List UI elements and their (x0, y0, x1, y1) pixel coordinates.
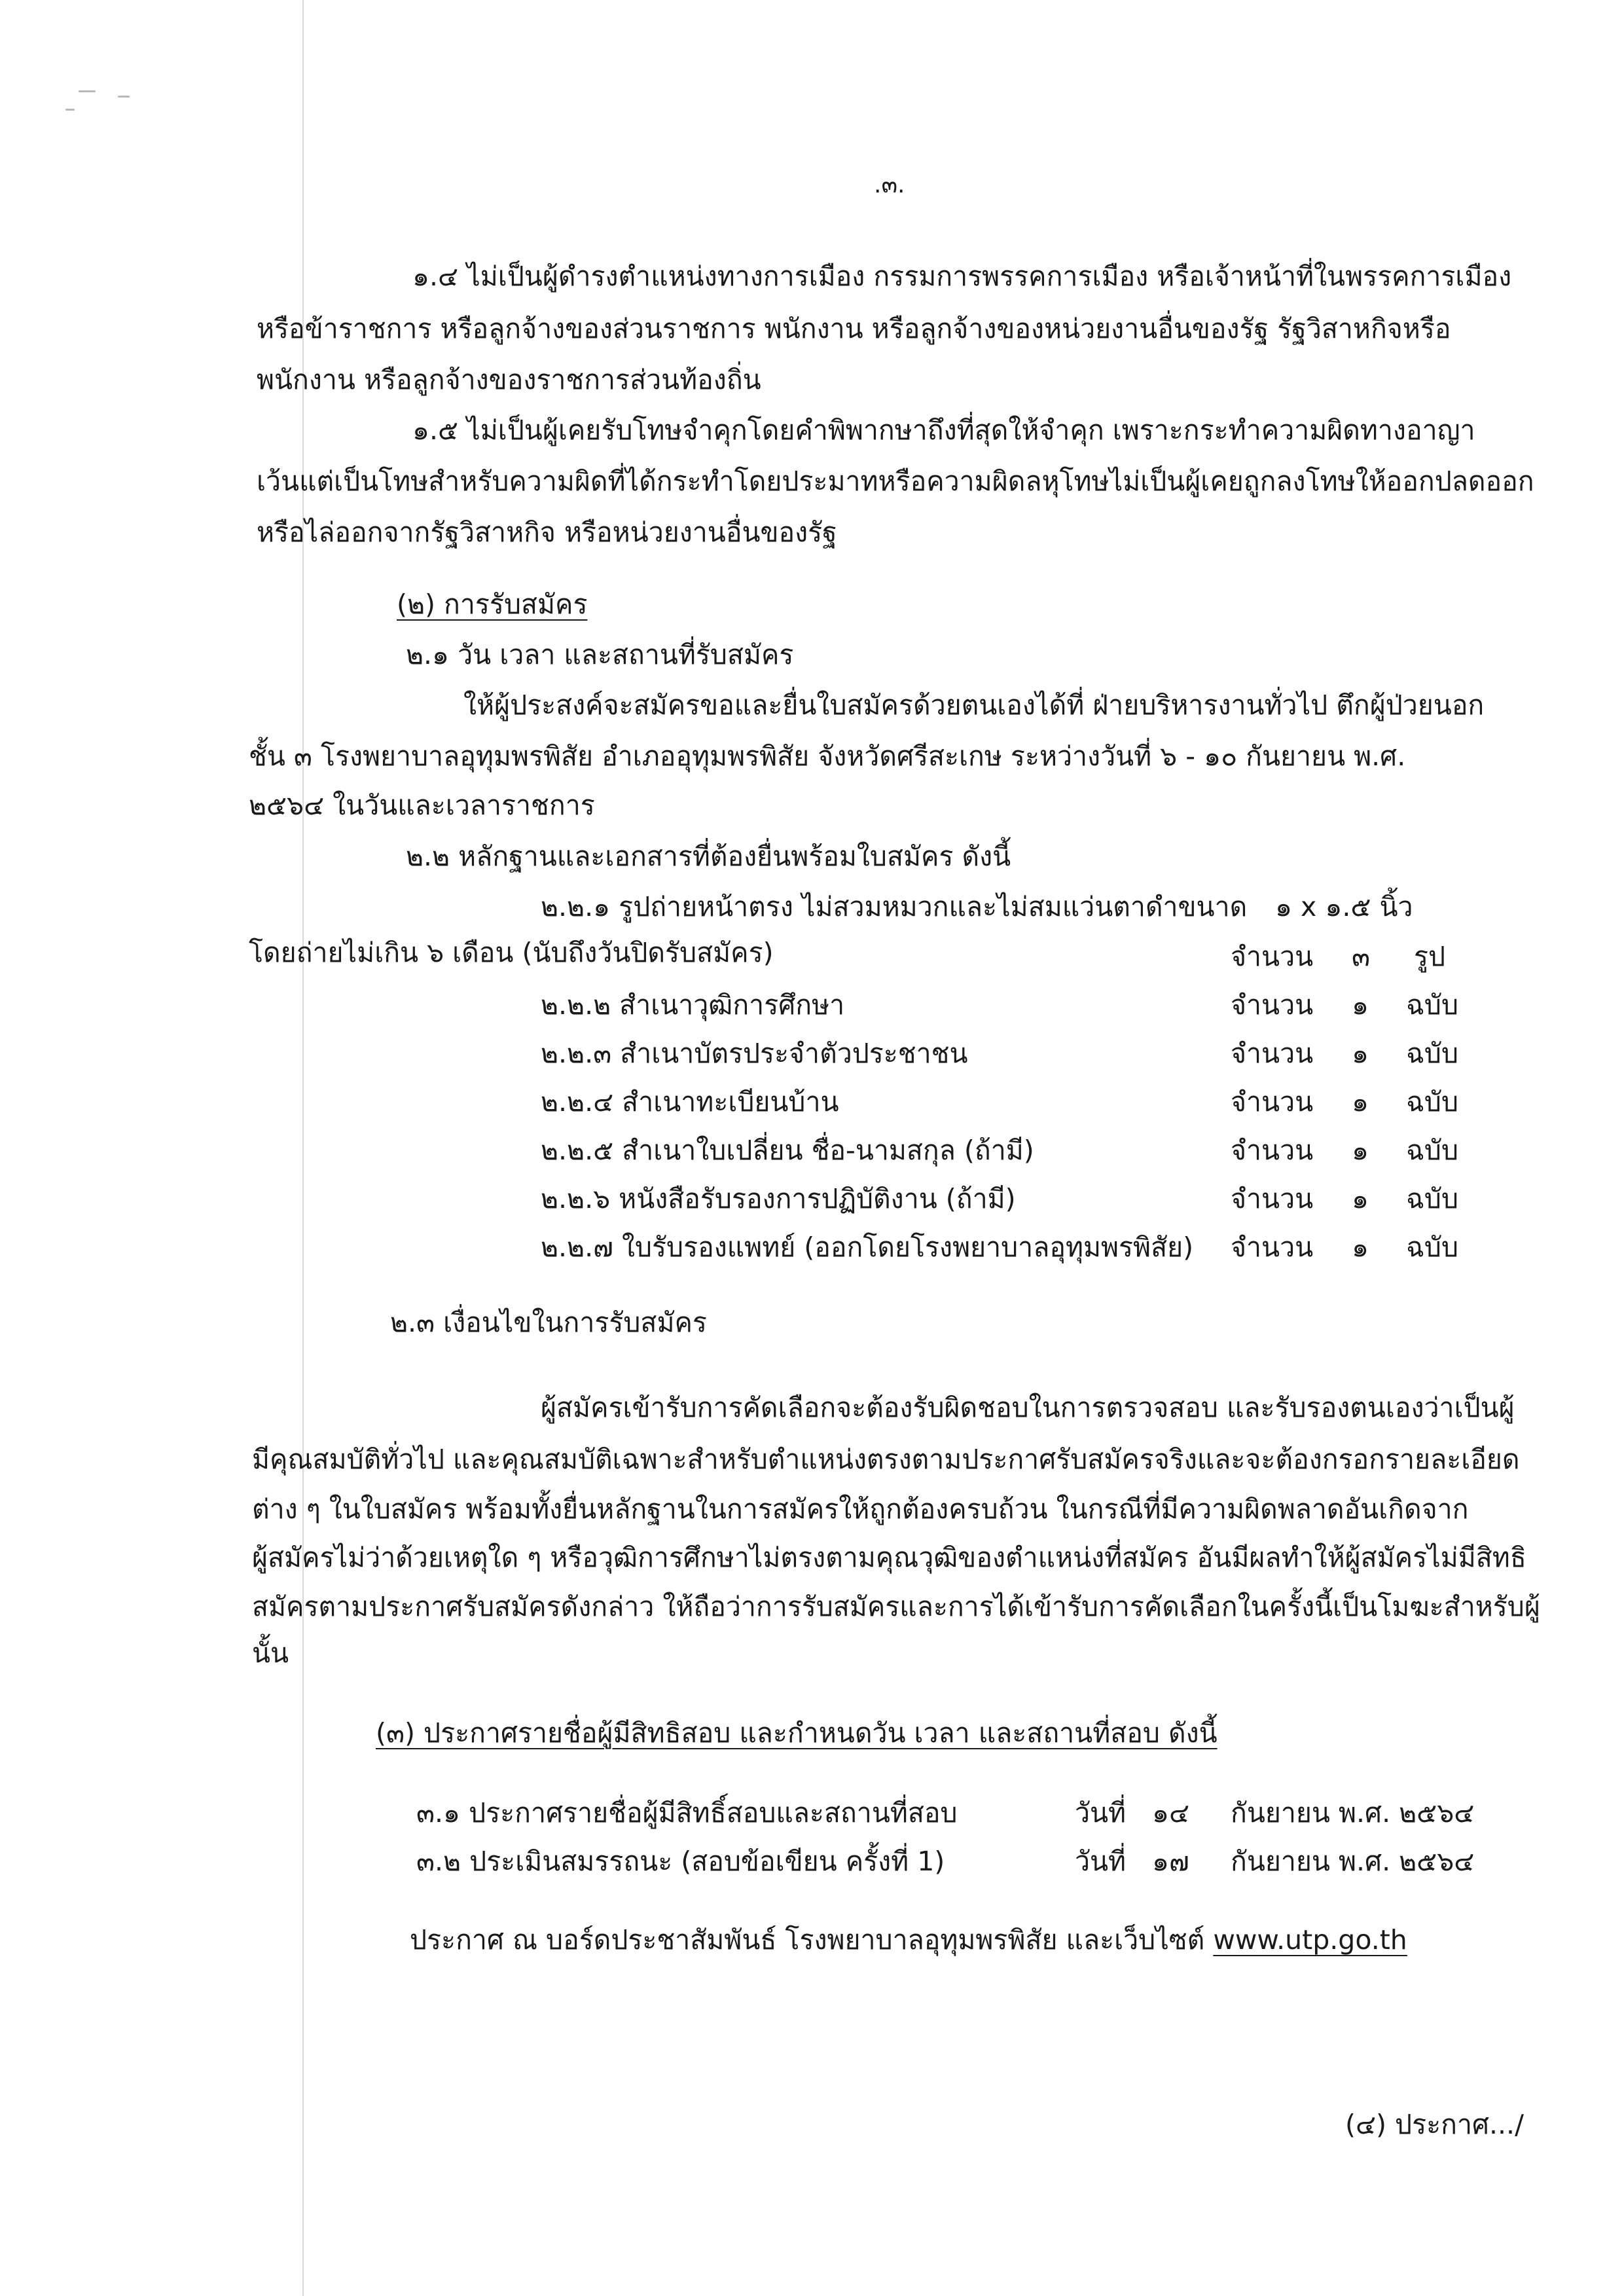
sub-2-1-heading: ๒.๑ วัน เวลา และสถานที่รับสมัคร (406, 639, 794, 670)
item-2-2-5-qty-count: ๑ (1352, 1135, 1369, 1166)
item-2-2-1-line-2: โดยถ่ายไม่เกิน ๖ เดือน (นับถึงวันปิดรับสมัคร) (249, 937, 774, 968)
item-2-2-5-qty-unit: ฉบับ (1406, 1135, 1458, 1166)
para-1-4-line-2: หรือข้าราชการ หรือลูกจ้างของส่วนราชการ พนักงาน หรือลูกจ้างของหน่วยงานอื่นของรัฐ รัฐวิสาหกิจหรือ (257, 313, 1451, 344)
sub-2-3-line-6: นั้น (252, 1637, 289, 1669)
para-1-5-line-2: เว้นแต่เป็นโทษสำหรับความผิดที่ได้กระทำโดยประมาทหรือความผิดลหุโทษไม่เป็นผู้เคยถูกลงโทษให้ออกปลดออก (257, 465, 1534, 497)
sub-2-3-line-4: ผู้สมัครไม่ว่าด้วยเหตุใด ๆ หรือวุฒิการศึกษาไม่ตรงตามคุณวุฒิของตำแหน่งที่สมัคร อันมีผลทำให้ผู้สมัครไม่มีสิทธิ (252, 1542, 1526, 1573)
item-2-2-6: ๒.๒.๖ หนังสือรับรองการปฏิบัติงาน (ถ้ามี) (541, 1183, 1016, 1214)
announce-label: ประกาศ ณ บอร์ดประชาสัมพันธ์ โรงพยาบาลอุทุมพรพิสัย และเว็บไซต์ (410, 1924, 1205, 1956)
row-3-2-text: ๓.๒ ประเมินสมรรถนะ (สอบข้อเขียน ครั้งที่ 1) (416, 1846, 945, 1877)
section-3-heading: (๓) ประกาศรายชื่อผู้มีสิทธิสอบ และกำหนดวัน เวลา และสถานที่สอบ ดังนี้ (376, 1717, 1218, 1749)
row-3-1-month-year: กันยายน พ.ศ. ๒๕๖๔ (1231, 1797, 1475, 1829)
item-2-2-1-line-1: ๒.๒.๑ รูปถ่ายหน้าตรง ไม่สวมหมวกและไม่สมแว่นตาดำขนาด (541, 891, 1248, 922)
item-2-2-7: ๒.๒.๗ ใบรับรองแพทย์ (ออกโดยโรงพยาบาลอุทุมพรพิสัย) (541, 1231, 1194, 1263)
item-2-2-2-qty-count: ๑ (1352, 989, 1369, 1021)
item-2-2-3: ๒.๒.๓ สำเนาบัตรประจำตัวประชาชน (541, 1038, 968, 1069)
item-2-2-1-qty-unit: รูป (1414, 941, 1446, 972)
item-2-2-1-qty-label: จำนวน (1231, 941, 1314, 972)
item-2-2-4-qty-unit: ฉบับ (1406, 1086, 1458, 1118)
para-1-5-line-3: หรือไล่ออกจากรัฐวิสาหกิจ หรือหน่วยงานอื่นของรัฐ (257, 517, 837, 548)
item-2-2-2-qty-label: จำนวน (1231, 989, 1314, 1021)
sub-2-2-heading: ๒.๒ หลักฐานและเอกสารที่ต้องยื่นพร้อมใบสมัคร ดังนี้ (406, 841, 1011, 872)
sub-2-1-line-2: ชั้น ๓ โรงพยาบาลอุทุมพรพิสัย อำเภออุทุมพรพิสัย จังหวัดศรีสะเกษ ระหว่างวันที่ ๖ - ๑๐ กันยายน พ.ศ. (249, 740, 1406, 772)
item-2-2-1-qty-count: ๓ (1352, 941, 1371, 972)
item-2-2-7-qty-count: ๑ (1352, 1231, 1369, 1263)
item-2-2-5: ๒.๒.๕ สำเนาใบเปลี่ยน ชื่อ-นามสกุล (ถ้ามี) (541, 1135, 1034, 1166)
page-number: .๓. (874, 172, 905, 198)
item-2-2-6-qty-count: ๑ (1352, 1183, 1369, 1214)
item-2-2-2: ๒.๒.๒ สำเนาวุฒิการศึกษา (541, 989, 845, 1021)
sub-2-3-line-3: ต่าง ๆ ในใบสมัคร พร้อมทั้งยื่นหลักฐานในการสมัครให้ถูกต้องครบถ้วน ในกรณีที่มีความผิดพลาดอันเกิดจาก (252, 1493, 1469, 1525)
sub-2-1-line-3: ๒๕๖๔ ในวันและเวลาราชการ (249, 790, 595, 821)
sub-2-1-line-1: ให้ผู้ประสงค์จะสมัครขอและยื่นใบสมัครด้วยตนเองได้ที่ ฝ่ายบริหารงานทั่วไป ตึกผู้ป่วยนอก (463, 689, 1485, 721)
scan-speck (79, 90, 96, 92)
sub-2-3-line-2: มีคุณสมบัติทั่วไป และคุณสมบัติเฉพาะสำหรับตำแหน่งตรงตามประกาศรับสมัครจริงและจะต้องกรอกรายละเอียด (252, 1444, 1520, 1475)
para-1-4-line-1: ๑.๔ ไม่เป็นผู้ดำรงตำแหน่งทางการเมือง กรรมการพรรคการเมือง หรือเจ้าหน้าที่ในพรรคการเมือง (412, 261, 1512, 292)
item-2-2-7-qty-label: จำนวน (1231, 1231, 1314, 1263)
item-2-2-4: ๒.๒.๔ สำเนาทะเบียนบ้าน (541, 1086, 839, 1118)
para-1-4-line-3: พนักงาน หรือลูกจ้างของราชการส่วนท้องถิ่น (257, 364, 761, 395)
sub-2-3-line-5: สมัครตามประกาศรับสมัครดังกล่าว ให้ถือว่าการรับสมัครและการได้เข้ารับการคัดเลือกในครั้งนี้เป็นโมฆะสำหรับผู้ (252, 1591, 1540, 1622)
item-2-2-4-qty-count: ๑ (1352, 1086, 1369, 1118)
row-3-2-month-year: กันยายน พ.ศ. ๒๕๖๔ (1231, 1846, 1475, 1877)
scan-speck (118, 96, 130, 98)
announce-text (410, 1923, 1407, 1956)
item-2-2-3-qty-count: ๑ (1352, 1038, 1369, 1069)
item-2-2-4-qty-label: จำนวน (1231, 1086, 1314, 1118)
row-3-1-text: ๓.๑ ประกาศรายชื่อผู้มีสิทธิ์สอบและสถานที่สอบ (416, 1797, 958, 1829)
sub-2-3-line-1: ผู้สมัครเข้ารับการคัดเลือกจะต้องรับผิดชอบในการตรวจสอบ และรับรองตนเองว่าเป็นผู้ (541, 1392, 1515, 1423)
item-2-2-6-qty-label: จำนวน (1231, 1183, 1314, 1214)
item-2-2-3-qty-label: จำนวน (1231, 1038, 1314, 1069)
item-2-2-7-qty-unit: ฉบับ (1406, 1231, 1458, 1263)
section-2-heading: (๒) การรับสมัคร (397, 589, 588, 620)
row-3-1-day-label: วันที่ (1075, 1797, 1127, 1829)
item-2-2-1-size: ๑ x ๑.๕ นิ้ว (1275, 891, 1413, 922)
row-3-1-day: ๑๔ (1152, 1797, 1190, 1829)
item-2-2-6-qty-unit: ฉบับ (1406, 1183, 1458, 1214)
item-2-2-3-qty-unit: ฉบับ (1406, 1038, 1458, 1069)
sub-2-3-heading: ๒.๓ เงื่อนไขในการรับสมัคร (390, 1307, 707, 1338)
website-link[interactable]: www.utp.go.th (1213, 1924, 1407, 1956)
footer-continuation: (๔) ประกาศ.../ (1345, 2109, 1524, 2140)
para-1-5-line-1: ๑.๕ ไม่เป็นผู้เคยรับโทษจำคุกโดยคำพิพากษาถึงที่สุดให้จำคุก เพราะกระทำความผิดทางอาญา (412, 414, 1475, 446)
row-3-2-day: ๑๗ (1152, 1846, 1189, 1877)
row-3-2-day-label: วันที่ (1075, 1846, 1127, 1877)
scan-speck (65, 109, 75, 111)
item-2-2-2-qty-unit: ฉบับ (1406, 989, 1458, 1021)
item-2-2-5-qty-label: จำนวน (1231, 1135, 1314, 1166)
